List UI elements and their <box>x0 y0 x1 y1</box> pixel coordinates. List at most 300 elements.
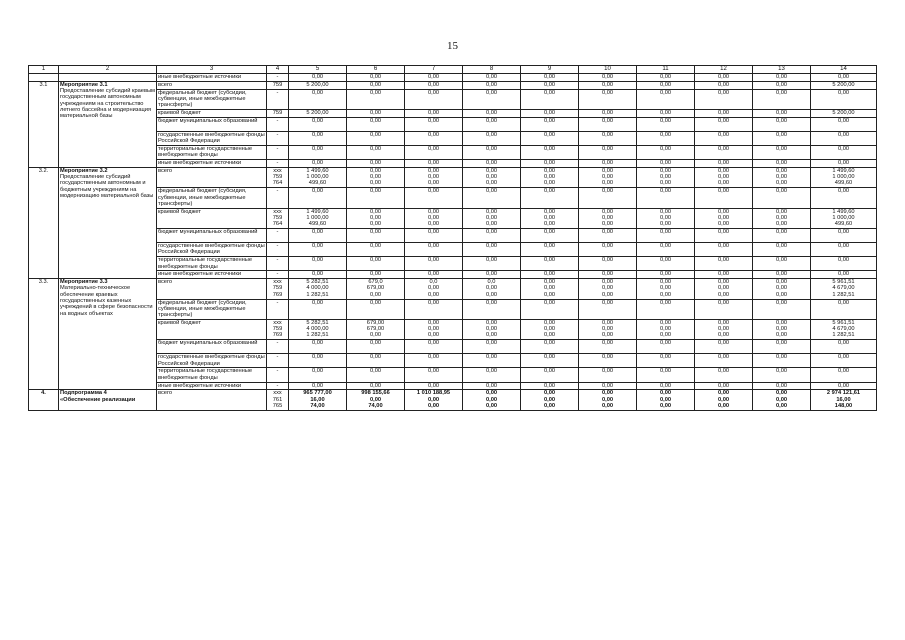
item-number: 3.2. <box>29 167 59 278</box>
amount-col-11: 0,00 <box>637 81 695 89</box>
table-row <box>29 167 877 187</box>
budget-code: - <box>267 382 289 390</box>
amount-col-13: 0,00 <box>753 368 811 382</box>
table-row <box>29 382 877 390</box>
amount-col-10: 0,00 <box>579 271 637 279</box>
amount-col-10: 0,00 0,00 0,00 <box>579 208 637 228</box>
amount-col-8: 0,00 <box>463 257 521 271</box>
amount-col-12: 0,00 <box>695 131 753 145</box>
amount-col-9: 0,00 <box>521 271 579 279</box>
amount-col-12: 0,00 <box>695 257 753 271</box>
budget-code: - <box>267 229 289 243</box>
amount-col-7: 0,00 <box>405 257 463 271</box>
amount-col-14: 5 961,51 4 679,00 1 282,51 <box>811 279 877 299</box>
amount-col-10: 0,00 <box>579 145 637 159</box>
amount-col-6: 0,00 <box>347 131 405 145</box>
amount-col-6: 0,00 <box>347 160 405 168</box>
amount-col-5: 0,00 <box>289 354 347 368</box>
amount-col-13: 0,00 <box>753 354 811 368</box>
budget-code: - <box>267 117 289 131</box>
amount-col-9: 0,00 <box>521 257 579 271</box>
amount-col-8: 0,00 <box>463 382 521 390</box>
amount-col-12: 0,00 <box>695 354 753 368</box>
funding-source: краевой бюджет <box>157 208 267 228</box>
amount-col-6: 0,00 <box>347 382 405 390</box>
amount-col-12: 0,00 <box>695 160 753 168</box>
amount-col-11: 0,00 0,00 0,00 <box>637 279 695 299</box>
column-number-3: 3 <box>157 66 267 74</box>
amount-col-10: 0,00 <box>579 74 637 82</box>
funding-source: всего <box>157 81 267 89</box>
amount-col-7: 0,00 <box>405 229 463 243</box>
table-row <box>29 145 877 159</box>
amount-col-10: 0,00 <box>579 117 637 131</box>
table-row <box>29 131 877 145</box>
amount-col-13: 0,00 <box>753 382 811 390</box>
table-row <box>29 390 877 410</box>
table-row <box>29 319 877 339</box>
amount-col-6: 0,00 0,00 0,00 <box>347 208 405 228</box>
table-row <box>29 299 877 319</box>
amount-col-7: 0,00 <box>405 74 463 82</box>
amount-col-10: 0,00 <box>579 81 637 89</box>
item-number: 3.3. <box>29 279 59 390</box>
amount-col-11: 0,00 0,00 0,00 <box>637 319 695 339</box>
table-row <box>29 271 877 279</box>
funding-source: всего <box>157 167 267 187</box>
budget-code: - <box>267 188 289 208</box>
amount-col-13: 0,00 <box>753 299 811 319</box>
amount-col-9: 0,00 <box>521 368 579 382</box>
amount-col-14: 0,00 <box>811 340 877 354</box>
budget-code: - <box>267 368 289 382</box>
amount-col-9: 0,00 <box>521 117 579 131</box>
amount-col-8: 0,00 <box>463 271 521 279</box>
amount-col-10: 0,00 <box>579 382 637 390</box>
amount-col-9: 0,00 0,00 0,00 <box>521 208 579 228</box>
budget-code: xxx 759 764 <box>267 167 289 187</box>
amount-col-6: 0,00 0,00 0,00 <box>347 167 405 187</box>
item-name: Мероприятие 3.2 Предоставление субсидий государственным автономным и бюджетным учреждениям на модернизацию материальной базы <box>59 167 157 278</box>
budget-code: xxx 759 769 <box>267 279 289 299</box>
funding-source: краевой бюджет <box>157 109 267 117</box>
amount-col-11: 0,00 <box>637 109 695 117</box>
amount-col-10: 0,00 <box>579 131 637 145</box>
item-name: Мероприятие 3.1 Предоставление субсидий краевым государственным автономным учреждениям на строительство летнего бассейна и модернизация материальной базы <box>59 81 157 167</box>
amount-col-10: 0,00 <box>579 188 637 208</box>
funding-source: бюджет муниципальных образований <box>157 229 267 243</box>
amount-col-6: 0,00 <box>347 243 405 257</box>
amount-col-12: 0,00 <box>695 368 753 382</box>
funding-source: федеральный бюджет (субсидии, субвенции, иные межбюджетные трансферты) <box>157 299 267 319</box>
amount-col-9: 0,00 <box>521 340 579 354</box>
amount-col-9: 0,00 <box>521 243 579 257</box>
amount-col-5: 0,00 <box>289 117 347 131</box>
amount-col-7: 0,00 <box>405 271 463 279</box>
amount-col-5: 0,00 <box>289 257 347 271</box>
budget-code: - <box>267 131 289 145</box>
amount-col-14: 0,00 <box>811 229 877 243</box>
amount-col-9: 0,00 <box>521 145 579 159</box>
column-number-7: 7 <box>405 66 463 74</box>
page-number: 15 <box>447 40 458 52</box>
amount-col-14: 1 499,60 1 000,00 499,60 <box>811 167 877 187</box>
amount-col-7: 0,00 0,00 0,00 <box>405 208 463 228</box>
amount-col-5: 5 200,00 <box>289 109 347 117</box>
table-row <box>29 89 877 109</box>
budget-code: - <box>267 89 289 109</box>
amount-col-9: 0,00 <box>521 382 579 390</box>
amount-col-8: 0,00 <box>463 89 521 109</box>
amount-col-13: 0,00 <box>753 109 811 117</box>
table-body <box>29 66 877 411</box>
funding-source: государственные внебюджетные фонды Российской Федерации <box>158 243 265 256</box>
amount-col-12: 0,00 0,00 0,00 <box>695 208 753 228</box>
funding-source: всего <box>157 390 267 410</box>
amount-col-7: 0,00 <box>405 188 463 208</box>
column-number-5: 5 <box>289 66 347 74</box>
amount-col-12: 0,00 <box>695 340 753 354</box>
amount-col-8: 0,00 <box>463 131 521 145</box>
amount-col-13: 0,00 <box>753 117 811 131</box>
table-row <box>29 160 877 168</box>
funding-source: государственные внебюджетные фонды Российской Федерации <box>158 131 265 145</box>
amount-col-12: 0,00 <box>695 382 753 390</box>
table-row <box>29 340 877 354</box>
amount-col-12: 0,00 <box>695 117 753 131</box>
amount-col-11: 0,00 <box>637 257 695 271</box>
amount-col-11: 0,00 <box>637 271 695 279</box>
amount-col-12: 0,00 <box>695 74 753 82</box>
amount-col-11: 0,00 <box>637 188 695 208</box>
amount-col-12: 0,00 <box>695 81 753 89</box>
amount-col-7: 0,00 <box>405 145 463 159</box>
amount-col-9: 0,00 0,00 0,00 <box>521 319 579 339</box>
amount-col-6: 0,00 <box>347 145 405 159</box>
budget-code: - <box>267 340 289 354</box>
column-number-row <box>29 66 877 74</box>
funding-source: иные внебюджетные источники <box>157 382 267 390</box>
amount-col-10: 0,00 <box>579 340 637 354</box>
amount-col-10: 0,00 <box>579 160 637 168</box>
column-number-10: 10 <box>579 66 637 74</box>
amount-col-6: 0,00 <box>347 74 405 82</box>
column-number-4: 4 <box>267 66 289 74</box>
amount-col-14: 0,00 <box>811 145 877 159</box>
amount-col-9: 0,00 <box>521 81 579 89</box>
amount-col-6: 998 155,66 0,00 74,00 <box>347 390 405 410</box>
amount-col-13: 0,00 <box>753 340 811 354</box>
amount-col-14: 0,00 <box>811 131 877 145</box>
amount-col-13: 0,00 <box>753 243 811 257</box>
amount-col-13: 0,00 0,00 0,00 <box>753 167 811 187</box>
amount-col-10: 0,00 <box>579 89 637 109</box>
amount-col-5: 0,00 <box>289 188 347 208</box>
table-row <box>29 81 877 89</box>
amount-col-11: 0,00 <box>637 89 695 109</box>
amount-col-8: 0,00 0,00 0,00 <box>463 208 521 228</box>
amount-col-10: 0,00 <box>579 354 637 368</box>
amount-col-6: 679,00 679,00 0,00 <box>347 319 405 339</box>
amount-col-9: 0,00 <box>521 131 579 145</box>
amount-col-6: 0,00 <box>347 117 405 131</box>
amount-col-9: 0,00 0,00 0,00 <box>521 167 579 187</box>
table-row <box>29 257 877 271</box>
amount-col-9: 0,00 <box>521 160 579 168</box>
amount-col-11: 0,00 <box>637 160 695 168</box>
amount-col-10: 0,00 0,00 0,00 <box>579 390 637 410</box>
amount-col-7: 0,00 <box>405 340 463 354</box>
amount-col-14: 5 200,00 <box>811 109 877 117</box>
amount-col-13: 0,00 <box>753 257 811 271</box>
amount-col-8: 0,00 <box>463 299 521 319</box>
table-row <box>29 229 877 243</box>
amount-col-10: 0,00 <box>579 229 637 243</box>
amount-col-10: 0,00 0,00 0,00 <box>579 319 637 339</box>
amount-col-6: 0,00 <box>347 354 405 368</box>
amount-col-11: 0,00 <box>637 229 695 243</box>
amount-col-13: 0,00 <box>753 229 811 243</box>
amount-col-13: 0,00 0,00 0,00 <box>753 390 811 410</box>
column-number-6: 6 <box>347 66 405 74</box>
amount-col-13: 0,00 <box>753 74 811 82</box>
amount-col-12: 0,00 0,00 0,00 <box>695 319 753 339</box>
amount-col-11: 0,00 0,00 0,00 <box>637 208 695 228</box>
amount-col-9: 0,00 <box>521 188 579 208</box>
amount-col-5: 5 200,00 <box>289 81 347 89</box>
amount-col-13: 0,00 <box>753 89 811 109</box>
amount-col-14: 0,00 <box>811 354 877 368</box>
amount-col-5: 0,00 <box>289 74 347 82</box>
item-number: 4. <box>29 390 59 410</box>
column-number-2: 2 <box>59 66 157 74</box>
table-row <box>29 279 877 299</box>
amount-col-12: 0,00 <box>695 243 753 257</box>
amount-col-8: 0,0 0,00 0,00 <box>463 279 521 299</box>
amount-col-12: 0,00 <box>695 299 753 319</box>
budget-code: - <box>267 74 289 82</box>
amount-col-14: 0,00 <box>811 382 877 390</box>
amount-col-5: 5 282,51 4 000,00 1 282,51 <box>289 319 347 339</box>
item-name: Подпрограмма 4 «Обеспечение реализации <box>59 390 157 410</box>
amount-col-10: 0,00 <box>579 243 637 257</box>
item-name: Мероприятие 3.3 Материально-техническое обеспечение краевых государственных казенных учреждений в сфере безопасности на водных объектах <box>59 279 157 390</box>
amount-col-14: 1 499,60 1 000,00 499,60 <box>811 208 877 228</box>
amount-col-5: 0,00 <box>289 340 347 354</box>
amount-col-7: 0,00 <box>405 243 463 257</box>
amount-col-10: 0,00 <box>579 299 637 319</box>
amount-col-5: 1 499,60 1 000,00 499,60 <box>289 167 347 187</box>
amount-col-7: 0,00 <box>405 160 463 168</box>
amount-col-13: 0,00 <box>753 81 811 89</box>
amount-col-9: 0,00 <box>521 89 579 109</box>
table-row <box>29 208 877 228</box>
amount-col-6: 0,00 <box>347 81 405 89</box>
funding-source: территориальные государственные внебюджетные фонды <box>157 257 267 271</box>
column-number-12: 12 <box>695 66 753 74</box>
amount-col-5: 0,00 <box>289 368 347 382</box>
amount-col-7: 1 010 188,95 0,00 0,00 <box>405 390 463 410</box>
amount-col-11: 0,00 <box>637 382 695 390</box>
amount-col-14: 0,00 <box>811 271 877 279</box>
amount-col-13: 0,00 0,00 0,00 <box>753 208 811 228</box>
budget-code: - <box>267 299 289 319</box>
amount-col-5: 1 499,60 1 000,00 499,60 <box>289 208 347 228</box>
amount-col-10: 0,00 <box>579 109 637 117</box>
amount-col-8: 0,00 0,00 0,00 <box>463 390 521 410</box>
amount-col-8: 0,00 <box>463 74 521 82</box>
column-number-8: 8 <box>463 66 521 74</box>
amount-col-8: 0,00 <box>463 368 521 382</box>
amount-col-8: 0,00 <box>463 229 521 243</box>
amount-col-14: 0,00 <box>811 160 877 168</box>
column-number-1: 1 <box>29 66 59 74</box>
funding-source: федеральный бюджет (субсидия, субвенции, иные межбюджетные трансферты) <box>157 188 267 208</box>
amount-col-5: 0,00 <box>289 160 347 168</box>
amount-col-7: 0,00 <box>405 382 463 390</box>
amount-col-7: 0,00 <box>405 354 463 368</box>
amount-col-13: 0,00 <box>753 131 811 145</box>
amount-col-11: 0,00 <box>637 243 695 257</box>
amount-col-14: 0,00 <box>811 299 877 319</box>
budget-code: - <box>267 160 289 168</box>
amount-col-8: 0,00 <box>463 145 521 159</box>
amount-col-14: 2 974 121,61 16,00 148,00 <box>811 390 877 410</box>
column-number-13: 13 <box>753 66 811 74</box>
amount-col-8: 0,00 <box>463 243 521 257</box>
amount-col-11: 0,00 0,00 0,00 <box>637 167 695 187</box>
amount-col-9: 0,00 <box>521 74 579 82</box>
funding-source: всего <box>157 279 267 299</box>
budget-code: 759 <box>267 81 289 89</box>
amount-col-5: 0,00 <box>289 89 347 109</box>
amount-col-5: 5 282,51 4 000,00 1 282,51 <box>289 279 347 299</box>
funding-source: краевой бюджет <box>157 319 267 339</box>
amount-col-9: 0,00 <box>521 229 579 243</box>
amount-col-10: 0,00 <box>579 257 637 271</box>
funding-source: государственные внебюджетные фонды Российской Федерации <box>158 354 265 367</box>
amount-col-8: 0,00 <box>463 109 521 117</box>
amount-col-7: 0,0 0,00 0,00 <box>405 279 463 299</box>
amount-col-9: 0,00 <box>521 109 579 117</box>
amount-col-10: 0,00 0,00 0,00 <box>579 167 637 187</box>
amount-col-5: 0,00 <box>289 271 347 279</box>
budget-code: - <box>267 243 289 257</box>
amount-col-11: 0,00 <box>637 131 695 145</box>
budget-code: - <box>267 257 289 271</box>
amount-col-7: 0,00 <box>405 368 463 382</box>
amount-col-6: 0,00 <box>347 257 405 271</box>
amount-col-5: 0,00 <box>289 145 347 159</box>
amount-col-8: 0,00 <box>463 117 521 131</box>
table-row <box>29 188 877 208</box>
amount-col-13: 0,00 0,00 0,00 <box>753 319 811 339</box>
amount-col-8: 0,00 0,00 0,00 <box>463 167 521 187</box>
amount-col-11: 0,00 <box>637 145 695 159</box>
table-row <box>29 74 877 82</box>
amount-col-7: 0,00 <box>405 131 463 145</box>
amount-col-6: 0,00 <box>347 299 405 319</box>
amount-col-6: 0,00 <box>347 188 405 208</box>
amount-col-5: 965 777,00 16,00 74,00 <box>289 390 347 410</box>
column-number-11: 11 <box>637 66 695 74</box>
funding-source: территориальные государственные внебюджетные фонды <box>157 145 267 159</box>
amount-col-5: 0,00 <box>289 131 347 145</box>
funding-source: бюджет муниципальных образований <box>157 340 267 354</box>
amount-col-8: 0,00 0,00 0,00 <box>463 319 521 339</box>
budget-code: xxx 761 765 <box>267 390 289 410</box>
funding-source: федеральный бюджет (субсидии, субвенции, иные межбюджетные трансферты) <box>157 89 267 109</box>
amount-col-5: 0,00 <box>289 229 347 243</box>
budget-table <box>28 65 877 411</box>
amount-col-12: 0,00 <box>695 229 753 243</box>
amount-col-11: 0,00 <box>637 117 695 131</box>
amount-col-9: 0,00 <box>521 299 579 319</box>
item-name <box>59 74 157 82</box>
amount-col-11: 0,00 <box>637 368 695 382</box>
budget-code: 759 <box>267 109 289 117</box>
table-row <box>29 368 877 382</box>
amount-col-7: 0,00 <box>405 109 463 117</box>
amount-col-6: 0,00 <box>347 271 405 279</box>
amount-col-14: 0,00 <box>811 368 877 382</box>
amount-col-5: 0,00 <box>289 299 347 319</box>
amount-col-11: 0,00 <box>637 340 695 354</box>
item-number: 3.1 <box>29 81 59 167</box>
amount-col-6: 0,00 <box>347 368 405 382</box>
amount-col-7: 0,00 0,00 0,00 <box>405 319 463 339</box>
amount-col-10: 0,00 <box>579 368 637 382</box>
amount-col-7: 0,00 <box>405 81 463 89</box>
amount-col-11: 0,00 <box>637 74 695 82</box>
amount-col-12: 0,00 0,00 0,00 <box>695 390 753 410</box>
amount-col-10: 0,00 0,00 0,00 <box>579 279 637 299</box>
amount-col-12: 0,00 0,00 0,00 <box>695 167 753 187</box>
amount-col-7: 0,00 <box>405 299 463 319</box>
amount-col-6: 0,00 <box>347 340 405 354</box>
budget-code: xxx 759 764 <box>267 208 289 228</box>
table-row <box>29 109 877 117</box>
table-row <box>29 354 877 368</box>
amount-col-12: 0,00 <box>695 188 753 208</box>
funding-source: иные внебюджетные источники <box>157 160 267 168</box>
amount-col-11: 0,00 <box>637 354 695 368</box>
amount-col-13: 0,00 0,00 0,00 <box>753 279 811 299</box>
amount-col-8: 0,00 <box>463 81 521 89</box>
funding-source: иные внебюджетные источники <box>157 74 267 82</box>
amount-col-14: 0,00 <box>811 89 877 109</box>
amount-col-9: 0,00 <box>521 354 579 368</box>
column-number-14: 14 <box>811 66 877 74</box>
amount-col-8: 0,00 <box>463 188 521 208</box>
amount-col-9: 0,00 0,00 0,00 <box>521 390 579 410</box>
amount-col-13: 0,00 <box>753 145 811 159</box>
amount-col-13: 0,00 <box>753 188 811 208</box>
funding-source: территориальные государственные внебюджетные фонды <box>157 368 267 382</box>
table-row <box>29 243 877 257</box>
column-number-9: 9 <box>521 66 579 74</box>
amount-col-5: 0,00 <box>289 243 347 257</box>
amount-col-12: 0,00 <box>695 89 753 109</box>
funding-source: бюджет муниципальных образований <box>157 117 267 131</box>
amount-col-7: 0,00 <box>405 117 463 131</box>
amount-col-5: 0,00 <box>289 382 347 390</box>
amount-col-14: 0,00 <box>811 257 877 271</box>
amount-col-13: 0,00 <box>753 271 811 279</box>
amount-col-14: 0,00 <box>811 74 877 82</box>
amount-col-12: 0,00 <box>695 271 753 279</box>
amount-col-12: 0,00 <box>695 145 753 159</box>
